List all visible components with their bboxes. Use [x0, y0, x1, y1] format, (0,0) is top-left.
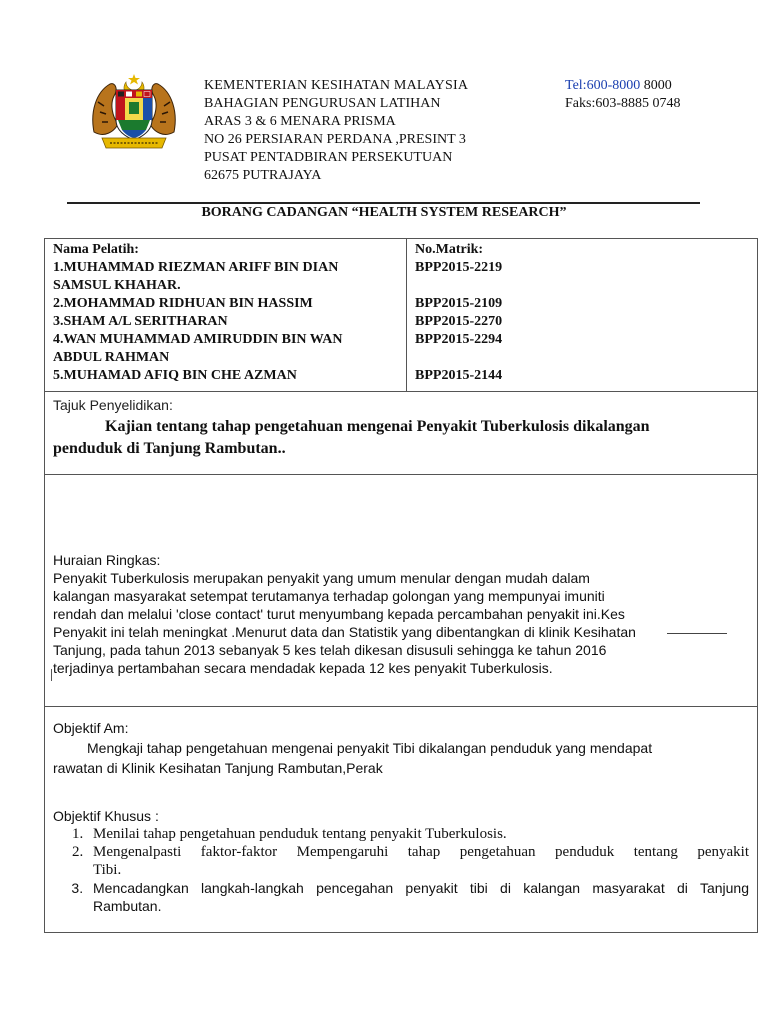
stray-line-mark: [667, 633, 727, 634]
research-title-cell: [45, 392, 758, 475]
research-title-line: Kajian tentang tahap pengetahuan mengenai Penyakit Tuberkulosis dikalangan: [105, 418, 650, 435]
telephone-link[interactable]: Tel:600-8000: [565, 78, 641, 93]
summary-line: kalangan masyarakat setempat terutamanya terhadap golongan yang mempunyai imuniti: [53, 588, 605, 604]
name-header: Nama Pelatih:: [53, 242, 139, 257]
summary-line: terjadinya pertambahan secara mendadak kepada 12 kes penyakit Tuberkulosis.: [53, 660, 553, 676]
coat-of-arms-logo: [88, 72, 180, 154]
matrik-number: BPP2015-2270: [415, 314, 503, 329]
list-item: 1. Menilai tahap pengetahuan penduduk tentang penyakit Tuberkulosis.: [87, 825, 749, 843]
summary-line: Penyakit Tuberkulosis merupakan penyakit yang umum menular dengan mudah dalam: [53, 570, 590, 586]
research-title-label: Tajuk Penyelidikan:: [53, 397, 173, 413]
address-line: PUSAT PENTADBIRAN PERSEKUTUAN: [204, 150, 453, 165]
research-title-line: penduduk di Tanjung Rambutan..: [53, 440, 286, 457]
matrik-header: No.Matrik:: [415, 242, 484, 257]
matrik-number: BPP2015-2109: [415, 296, 503, 311]
matrik-number: [415, 277, 749, 295]
fax-number: Faks:603-8885 0748: [565, 96, 681, 111]
research-title-text: [53, 416, 749, 460]
list-item: 2. Mengenalpasti faktor-faktor Mempengaruhi tahap pengetahuan penduduk tentang penyakit Tibi.: [87, 843, 749, 879]
list-item: 3. Mencadangkan langkah-langkah pencegahan penyakit tibi di kalangan masyarakat di Tanjung Rambutan.: [87, 879, 749, 915]
matrik-number: BPP2015-2219: [415, 260, 503, 275]
trainee-name: ABDUL RAHMAN: [53, 350, 170, 365]
matrik-cell: [407, 239, 758, 392]
trainee-name: 1.MUHAMMAD RIEZMAN ARIFF BIN DIAN: [53, 260, 339, 275]
trainee-name: 2.MOHAMMAD RIDHUAN BIN HASSIM: [53, 296, 313, 311]
address-line: 62675 PUTRAJAYA: [204, 168, 322, 183]
header-divider: [67, 202, 700, 204]
research-title-row: [45, 392, 758, 475]
summary-row: [45, 475, 758, 707]
telephone-ext: 8000: [640, 78, 672, 93]
summary-label: Huraian Ringkas:: [53, 552, 161, 568]
trainee-name: 4.WAN MUHAMMAD AMIRUDDIN BIN WAN: [53, 332, 343, 347]
summary-line: rendah dan melalui 'close contact' turut menyumbang kepada percambahan penyakit ini.Kes: [53, 606, 625, 622]
trainee-name: SAMSUL KHAHAR.: [53, 278, 181, 293]
summary-line: Tanjung, pada tahun 2013 sebanyak 5 kes telah dikesan disusuli sehingga ke tahun 2016: [53, 642, 607, 658]
address-line: NO 26 PERSIARAN PERDANA ,PRESINT 3: [204, 132, 466, 147]
matrik-number: BPP2015-2144: [415, 368, 503, 383]
objectives-cell: [45, 707, 758, 933]
general-objective-text: rawatan di Klinik Kesihatan Tanjung Rambutan,Perak: [53, 760, 383, 776]
proposal-form-table: [44, 238, 758, 933]
trainees-row: [45, 239, 758, 392]
trainee-names-cell: [45, 239, 407, 392]
form-title: BORANG CADANGAN “HEALTH SYSTEM RESEARCH”: [201, 205, 567, 220]
matrik-number: BPP2015-2294: [415, 332, 503, 347]
trainee-name: 3.SHAM A/L SERITHARAN: [53, 314, 228, 329]
summary-text: [53, 551, 749, 677]
specific-objective-list: [53, 825, 749, 915]
general-objective-text: Mengkaji tahap pengetahuan mengenai penyakit Tibi dikalangan penduduk yang mendapat: [87, 740, 653, 756]
trainee-name: 5.MUHAMAD AFIQ BIN CHE AZMAN: [53, 368, 297, 383]
matrik-number: [415, 349, 749, 367]
ministry-name: KEMENTERIAN KESIHATAN MALAYSIA: [204, 78, 469, 93]
text-cursor-mark: [51, 669, 52, 681]
address-line: ARAS 3 & 6 MENARA PRISMA: [204, 114, 396, 129]
specific-objective-label: Objektif Khusus :: [53, 808, 159, 824]
header-address: [204, 77, 554, 185]
address-line: BAHAGIAN PENGURUSAN LATIHAN: [204, 96, 441, 111]
summary-line: Penyakit ini telah meningkat .Menurut data dan Statistik yang dibentangkan di klinik Kesihatan: [53, 624, 636, 640]
summary-cell: [45, 475, 758, 707]
general-objective-label: Objektif Am:: [53, 720, 129, 736]
objectives-row: [45, 707, 758, 933]
contact-info: [565, 77, 681, 113]
